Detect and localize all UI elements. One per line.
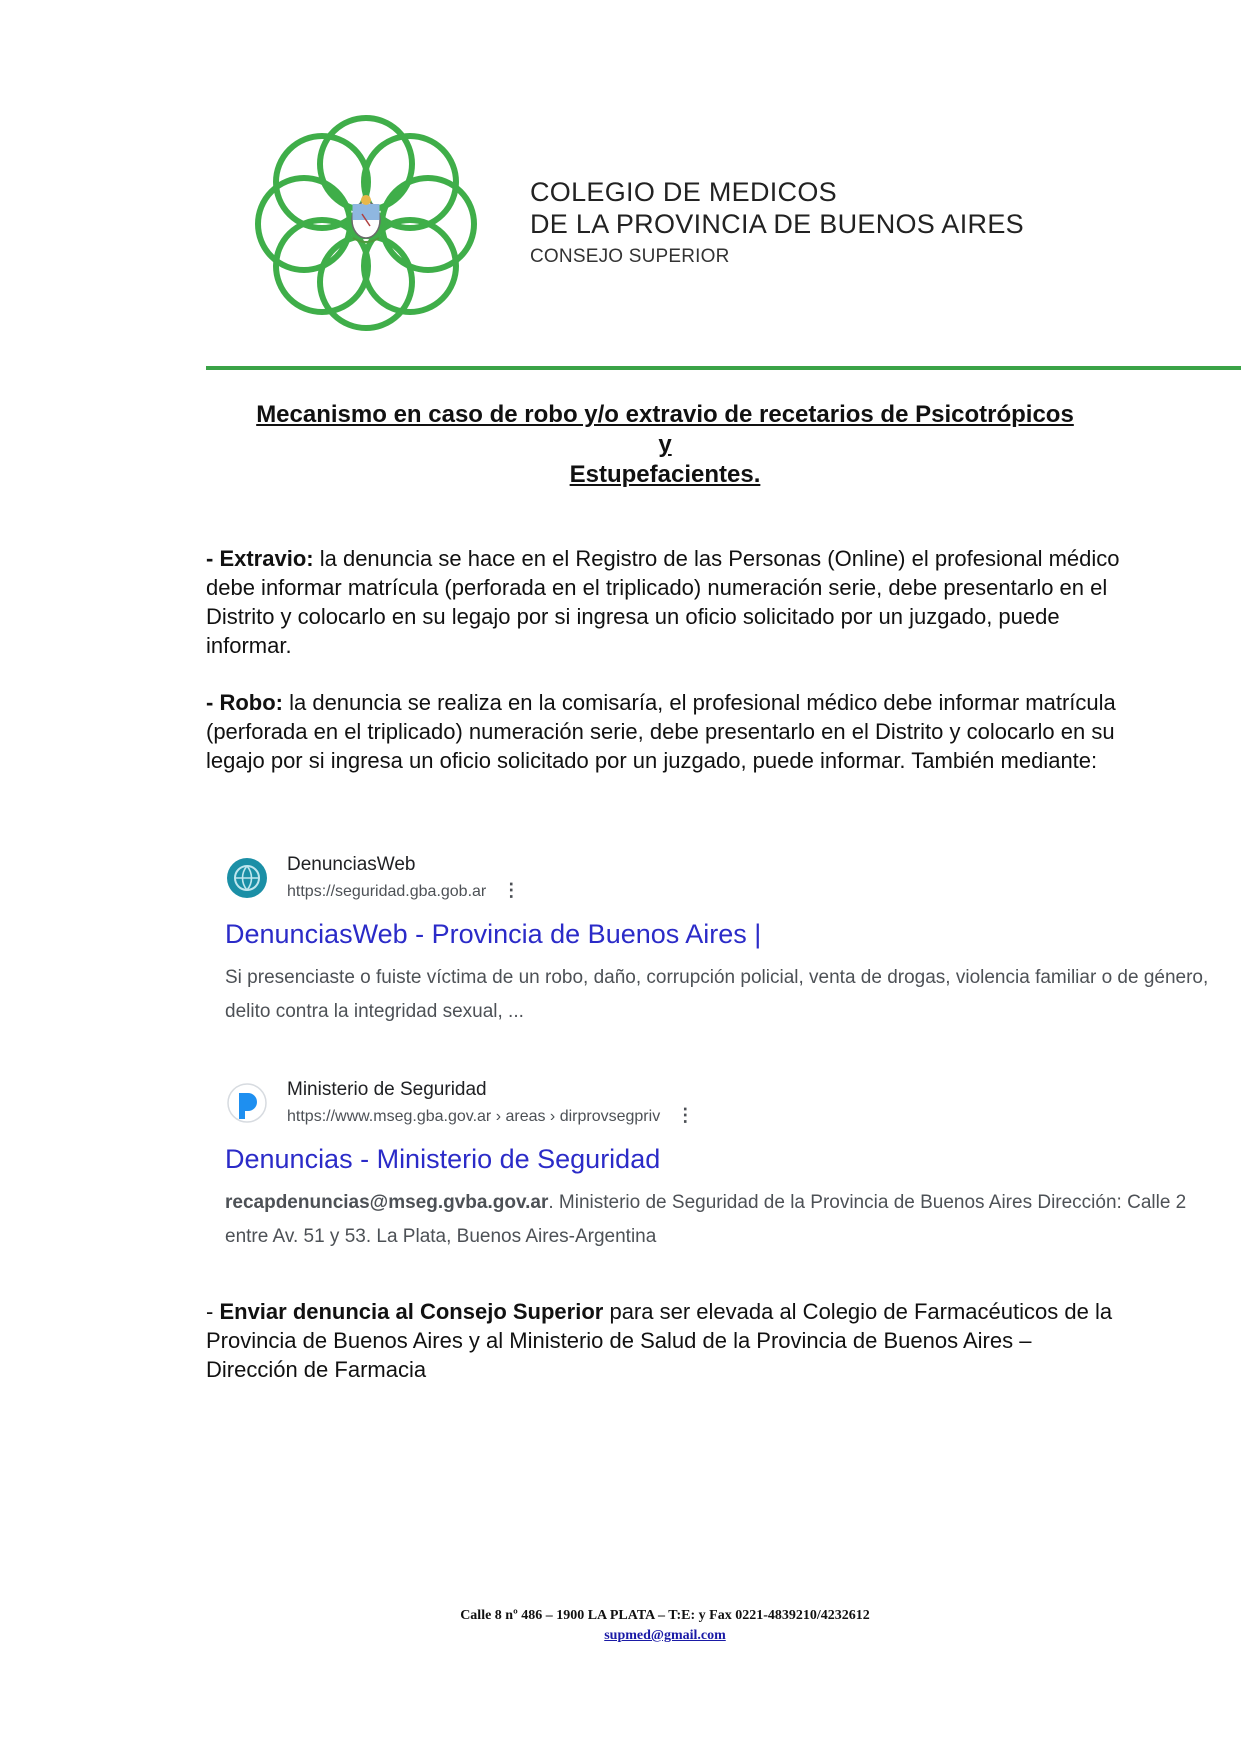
header-divider xyxy=(206,366,1241,370)
result-site-name: DenunciasWeb xyxy=(287,854,416,875)
institution-line-2: DE LA PROVINCIA DE BUENOS AIRES xyxy=(530,209,1024,239)
enviar-prefix: - xyxy=(206,1299,214,1324)
extravio-body: la denuncia se hace en el Registro de las Personas (Online) el profesional médico debe informar matrícula (perforada en el triplicado) numeración serie, debe presentarlo en el Distrito y colocarlo en su legajo por si ingresa un oficio solicitado por un juzgado, puede informar. xyxy=(206,546,1120,658)
robo-body: la denuncia se realiza en la comisaría, el profesional médico debe informar matrícula (perforada en el triplicado) numeración serie, debe presentarlo en el Distrito y colocarlo en su legajo por si ingresa un oficio solicitado por un juzgado, puede informar. También mediante: xyxy=(206,690,1116,773)
result-title-link[interactable]: DenunciasWeb - Provincia de Buenos Aires | xyxy=(225,919,762,949)
search-result-denunciasweb xyxy=(225,852,1215,1029)
colegio-logo-icon xyxy=(240,100,492,342)
footer-email-link[interactable]: supmed@gmail.com xyxy=(604,1628,726,1643)
paragraph-enviar-denuncia xyxy=(206,1297,1126,1384)
result-snippet-email: recapdenuncias@mseg.gvba.gov.ar xyxy=(225,1192,549,1213)
page-footer xyxy=(206,1606,1124,1646)
result-url-text[interactable]: https://seguridad.gba.gob.ar xyxy=(287,883,487,900)
result-snippet: Si presenciaste o fuiste víctima de un robo, daño, corrupción policial, venta de drogas, violencia familiar o de género, delito contra la integridad sexual, ... xyxy=(225,967,1209,1022)
more-options-icon[interactable]: ⋮ xyxy=(676,1105,695,1125)
globe-favicon-icon xyxy=(227,858,267,898)
result-url xyxy=(287,879,520,903)
institution-subtitle: CONSEJO SUPERIOR xyxy=(530,246,730,267)
ministerio-favicon-icon xyxy=(227,1083,267,1123)
enviar-body: para ser elevada al Colegio de Farmacéuticos de la Provincia de Buenos Aires y al Ministerio de Salud de la Provincia de Buenos Aires – Dirección de Farmacia xyxy=(206,1299,1113,1382)
title-line-3: Estupefacientes. xyxy=(569,461,761,488)
more-options-icon[interactable]: ⋮ xyxy=(502,880,521,900)
title-line-1: Mecanismo en caso de robo y/o extravio de recetarios de Psicotrópicos xyxy=(256,401,1074,428)
institution-line-1: COLEGIO DE MEDICOS xyxy=(530,177,837,207)
result-url xyxy=(287,1104,694,1128)
result-snippet xyxy=(225,1186,1215,1254)
paragraph-robo xyxy=(206,688,1126,775)
extravio-lead: - Extravio: xyxy=(206,546,314,571)
robo-lead: - Robo: xyxy=(206,690,283,715)
document-title xyxy=(206,400,1124,490)
enviar-lead: Enviar denuncia al Consejo Superior xyxy=(219,1299,604,1324)
title-line-2: y xyxy=(658,431,672,458)
search-result-ministerio xyxy=(225,1077,1215,1254)
paragraph-extravio xyxy=(206,544,1126,660)
result-site-name: Ministerio de Seguridad xyxy=(287,1079,487,1100)
result-title-link[interactable]: Denuncias - Ministerio de Seguridad xyxy=(225,1144,661,1174)
footer-address: Calle 8 nº 486 – 1900 LA PLATA – T:E: y Fax 0221-4839210/4232612 xyxy=(460,1608,870,1623)
institution-name xyxy=(530,176,1024,270)
result-snippet-text: . Ministerio de Seguridad de la Provincia de Buenos Aires Dirección: Calle 2 entre Av. 51 y 53. La Plata, Buenos Aires-Argentina xyxy=(225,1192,1187,1247)
result-url-text[interactable]: https://www.mseg.gba.gov.ar › areas › dirprovsegpriv xyxy=(287,1108,661,1125)
